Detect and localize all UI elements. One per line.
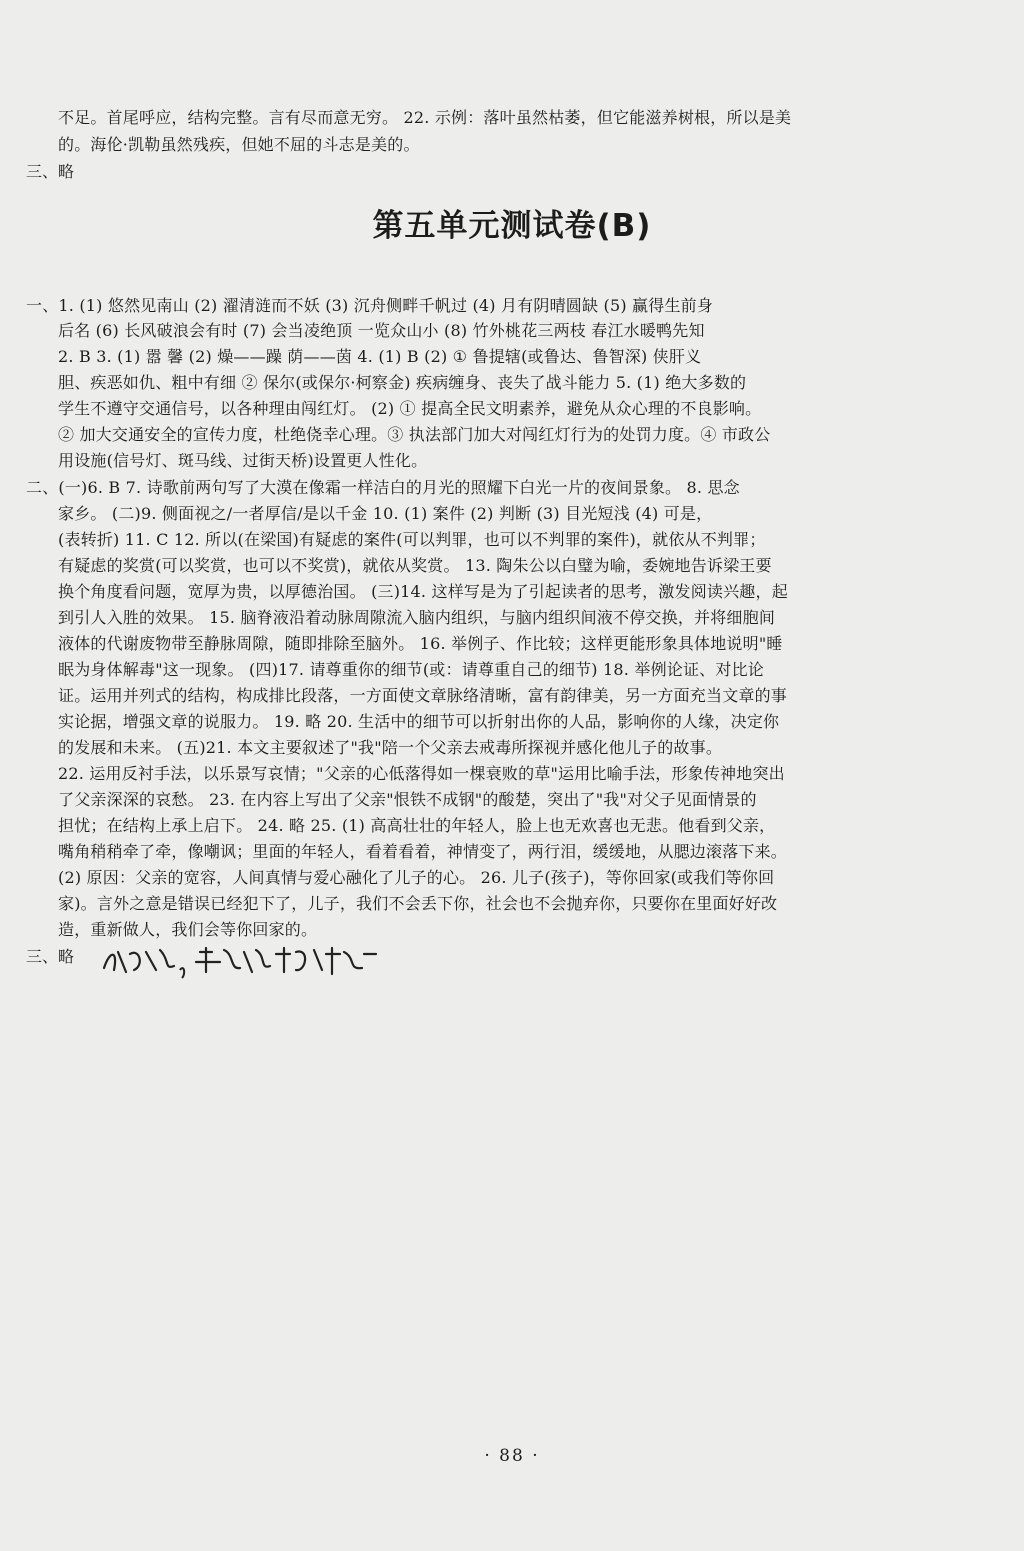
body-line: 一、1. (1) 悠然见南山 (2) 濯清涟而不妖 (3) 沉舟侧畔千帆过 (4) 月有阴晴圆缺 (5) 赢得生前身	[26, 296, 714, 315]
body-line: 家乡。 (二)9. 侧面视之/一者厚信/是以千金 10. (1) 案件 (2) 判断 (3) 目光短浅 (4) 可是，	[58, 504, 713, 523]
body-line: 眠为身体解毒"这一现象。 (四)17. 请尊重你的细节(或：请尊重自己的细节) 18. 举例论证、对比论	[58, 660, 764, 679]
top-line-2: 的。海伦·凯勒虽然残疾，但她不屈的斗志是美的。	[58, 135, 420, 154]
body-line: 实论据，增强文章的说服力。 19. 略 20. 生活中的细节可以折射出你的人品，影响你的人缘，决定你	[58, 712, 780, 731]
body-line: 后名 (6) 长风破浪会有时 (7) 会当凌绝顶 一览众山小 (8) 竹外桃花三两枝 春江水暖鸭先知	[58, 321, 705, 340]
page-number: · 88 ·	[484, 1446, 540, 1466]
body-line: 担忧；在结构上承上启下。 24. 略 25. (1) 高高壮壮的年轻人，脸上也无欢喜也无悲。他看到父亲，	[58, 816, 776, 835]
body-line: 嘴角稍稍牵了牵，像嘲讽；里面的年轻人，看着看着，神情变了，两行泪，缓缓地，从腮边滚落下来。	[58, 842, 788, 861]
body-line: 的发展和未来。 (五)21. 本文主要叙述了"我"陪一个父亲去戒毒所探视并感化他儿子的故事。	[58, 738, 723, 757]
body-line: 液体的代谢废物带至静脉周隙，随即排除至脑外。 16. 举例子、作比较；这样更能形象具体地说明"睡	[58, 634, 783, 653]
body-section-three: 三、略	[26, 947, 75, 966]
page-title: 第五单元测试卷(B)	[372, 208, 652, 244]
handwritten-note	[100, 940, 380, 980]
body-line: 了父亲深深的哀愁。 23. 在内容上写出了父亲"恨铁不成钢"的酸楚，突出了"我"对父子见面情景的	[58, 790, 757, 809]
body-line: ② 加大交通安全的宣传力度，杜绝侥幸心理。③ 执法部门加大对闯红灯行为的处罚力度。④ 市政公	[58, 425, 771, 444]
top-line-1: 不足。首尾呼应，结构完整。言有尽而意无穷。 22. 示例：落叶虽然枯萎，但它能滋养树根，所以是美	[58, 108, 792, 127]
body-line: 换个角度看问题，宽厚为贵，以厚德治国。 (三)14. 这样写是为了引起读者的思考，激发阅读兴趣，起	[58, 582, 788, 601]
body-line: 家)。言外之意是错误已经犯下了，儿子，我们不会丢下你，社会也不会抛弃你，只要你在里面好好改	[58, 894, 778, 913]
body-line: 22. 运用反衬手法，以乐景写哀情；"父亲的心低落得如一棵衰败的草"运用比喻手法，形象传神地突出	[58, 764, 785, 783]
body-line: 造，重新做人，我们会等你回家的。	[58, 920, 318, 939]
body-line: 到引人入胜的效果。 15. 脑脊液沿着动脉周隙流入脑内组织，与脑内组织间液不停交换，并将细胞间	[58, 608, 776, 627]
body-line: 二、(一)6. B 7. 诗歌前两句写了大漠在像霜一样洁白的月光的照耀下白光一片的夜间景象。 8. 思念	[26, 478, 740, 497]
body-line: 胆、疾恶如仇、粗中有细 ② 保尔(或保尔·柯察金) 疾病缠身、丧失了战斗能力 5. (1) 绝大多数的	[58, 373, 747, 392]
body-line: 2. B 3. (1) 嚣 馨 (2) 燥——躁 荫——茵 4. (1) B (2) ① 鲁提辖(或鲁达、鲁智深) 侠肝义	[58, 347, 702, 366]
body-line: (2) 原因：父亲的宽容，人间真情与爱心融化了儿子的心。 26. 儿子(孩子)，等你回家(或我们等你回	[58, 868, 775, 887]
body-line: 有疑虑的奖赏(可以奖赏，也可以不奖赏)，就依从奖赏。 13. 陶朱公以白璧为喻，委婉地告诉梁王要	[58, 556, 772, 575]
body-line: 证。运用并列式的结构，构成排比段落，一方面使文章脉络清晰，富有韵律美，另一方面充当文章的事	[58, 686, 788, 705]
top-section-three: 三、略	[26, 162, 75, 181]
body-line: 用设施(信号灯、斑马线、过街天桥)设置更人性化。	[58, 451, 428, 470]
body-line: (表转折) 11. C 12. 所以(在梁国)有疑虑的案件(可以判罪，也可以不判罪的案件)，就依从不判罪；	[58, 530, 766, 549]
body-line: 学生不遵守交通信号，以各种理由闯红灯。 (2) ① 提高全民文明素养，避免从众心理的不良影响。	[58, 399, 762, 418]
